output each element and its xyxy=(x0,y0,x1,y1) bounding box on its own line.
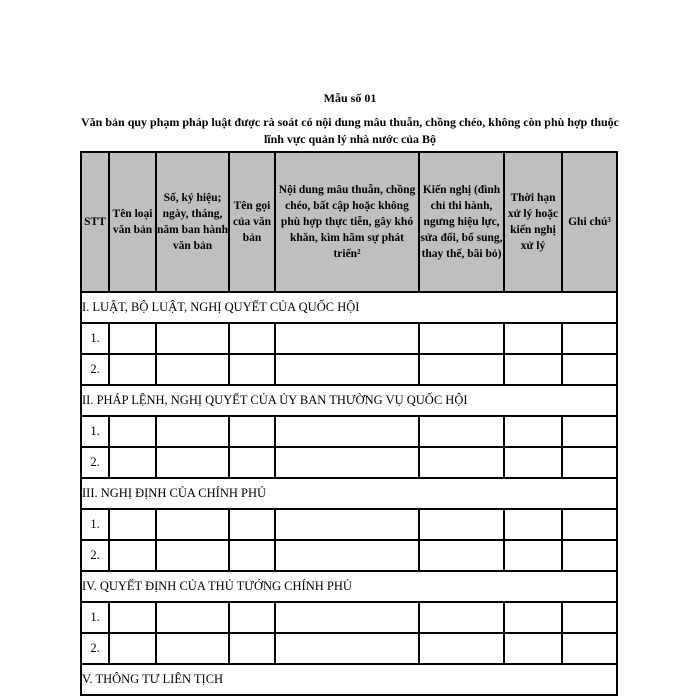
table-cell xyxy=(156,354,229,385)
table-row xyxy=(81,323,617,354)
table-cell xyxy=(109,323,156,354)
table-cell xyxy=(275,602,419,633)
table-cell xyxy=(419,323,504,354)
table-cell xyxy=(229,416,275,447)
table-cell xyxy=(419,354,504,385)
table-cell xyxy=(109,540,156,571)
section-title: V. THÔNG TƯ LIÊN TỊCH xyxy=(81,664,617,695)
table-body xyxy=(81,292,617,695)
row-number: 2. xyxy=(81,633,109,664)
row-number: 1. xyxy=(81,323,109,354)
table-cell xyxy=(562,354,617,385)
table-cell xyxy=(504,447,562,478)
row-number: 1. xyxy=(81,602,109,633)
section-title: IV. QUYẾT ĐỊNH CỦA THỦ TƯỚNG CHÍNH PHỦ xyxy=(81,571,617,602)
table-cell xyxy=(109,602,156,633)
table-cell xyxy=(504,509,562,540)
table-cell xyxy=(229,602,275,633)
header-recommendation: Kiến nghị (đình chỉ thi hành, ngưng hiệu lực, sửa đổi, bổ sung, thay thế, bãi bỏ) xyxy=(419,152,504,292)
header-conflict-content: Nội dung mâu thuẫn, chồng chéo, bất cập hoặc không phù hợp thực tiễn, gây khó khăn, kìm hãm sự phát triển² xyxy=(275,152,419,292)
table-cell xyxy=(504,540,562,571)
section-title: I. LUẬT, BỘ LUẬT, NGHỊ QUYẾT CỦA QUỐC HỘI xyxy=(81,292,617,323)
table-cell xyxy=(156,540,229,571)
table-cell xyxy=(229,447,275,478)
table-cell xyxy=(156,447,229,478)
table-cell xyxy=(275,323,419,354)
section-row xyxy=(81,385,617,416)
table-cell xyxy=(109,509,156,540)
header-number-date: Số, ký hiệu; ngày, tháng, năm ban hành văn bản xyxy=(156,152,229,292)
table-cell xyxy=(109,416,156,447)
table-cell xyxy=(562,602,617,633)
table-cell xyxy=(419,416,504,447)
table-cell xyxy=(562,416,617,447)
section-title: III. NGHỊ ĐỊNH CỦA CHÍNH PHỦ xyxy=(81,478,617,509)
table-cell xyxy=(229,633,275,664)
table-cell xyxy=(419,540,504,571)
section-row xyxy=(81,478,617,509)
row-number: 1. xyxy=(81,509,109,540)
table-cell xyxy=(562,447,617,478)
table-cell xyxy=(275,354,419,385)
section-title: II. PHÁP LỆNH, NGHỊ QUYẾT CỦA ỦY BAN THƯỜNG VỤ QUỐC HỘI xyxy=(81,385,617,416)
table-cell xyxy=(156,633,229,664)
table-cell xyxy=(229,354,275,385)
row-number: 1. xyxy=(81,416,109,447)
table-cell xyxy=(562,509,617,540)
table-cell xyxy=(229,509,275,540)
table-cell xyxy=(562,633,617,664)
table-cell xyxy=(229,323,275,354)
table-cell xyxy=(419,509,504,540)
table-cell xyxy=(229,540,275,571)
row-number: 2. xyxy=(81,354,109,385)
table-row xyxy=(81,354,617,385)
table-cell xyxy=(275,509,419,540)
table-cell xyxy=(275,447,419,478)
table-cell xyxy=(419,447,504,478)
document-title: Văn bản quy phạm pháp luật được rà soát có nội dung mâu thuẫn, chồng chéo, không còn phù hợp thuộc lĩnh vực quản lý nhà nước của Bộ xyxy=(81,115,619,146)
table-cell xyxy=(156,416,229,447)
row-number: 2. xyxy=(81,540,109,571)
table-cell xyxy=(419,633,504,664)
table-cell xyxy=(109,633,156,664)
table-cell xyxy=(109,354,156,385)
table-cell xyxy=(419,602,504,633)
section-row xyxy=(81,664,617,695)
section-row xyxy=(81,571,617,602)
header-notes: Ghi chú³ xyxy=(562,152,617,292)
header-document-name: Tên gọi của văn bản xyxy=(229,152,275,292)
table-cell xyxy=(504,602,562,633)
section-row xyxy=(81,292,617,323)
table-row xyxy=(81,633,617,664)
review-table xyxy=(80,151,618,696)
table-row xyxy=(81,447,617,478)
table-row xyxy=(81,416,617,447)
header-deadline: Thời hạn xử lý hoặc kiến nghị xử lý xyxy=(504,152,562,292)
table-cell xyxy=(275,540,419,571)
form-number: Mẫu số 01 xyxy=(323,91,377,105)
table-cell xyxy=(504,354,562,385)
header-stt: STT xyxy=(81,152,109,292)
table-cell xyxy=(504,416,562,447)
table-cell xyxy=(156,509,229,540)
row-number: 2. xyxy=(81,447,109,478)
header-document-type: Tên loại văn bản xyxy=(109,152,156,292)
table-row xyxy=(81,509,617,540)
table-cell xyxy=(156,323,229,354)
table-cell xyxy=(275,416,419,447)
table-cell xyxy=(504,323,562,354)
table-cell xyxy=(504,633,562,664)
table-cell xyxy=(562,540,617,571)
table-header-row xyxy=(81,152,617,292)
table-cell xyxy=(275,633,419,664)
table-cell xyxy=(562,323,617,354)
table-row xyxy=(81,540,617,571)
table-cell xyxy=(156,602,229,633)
table-cell xyxy=(109,447,156,478)
table-row xyxy=(81,602,617,633)
